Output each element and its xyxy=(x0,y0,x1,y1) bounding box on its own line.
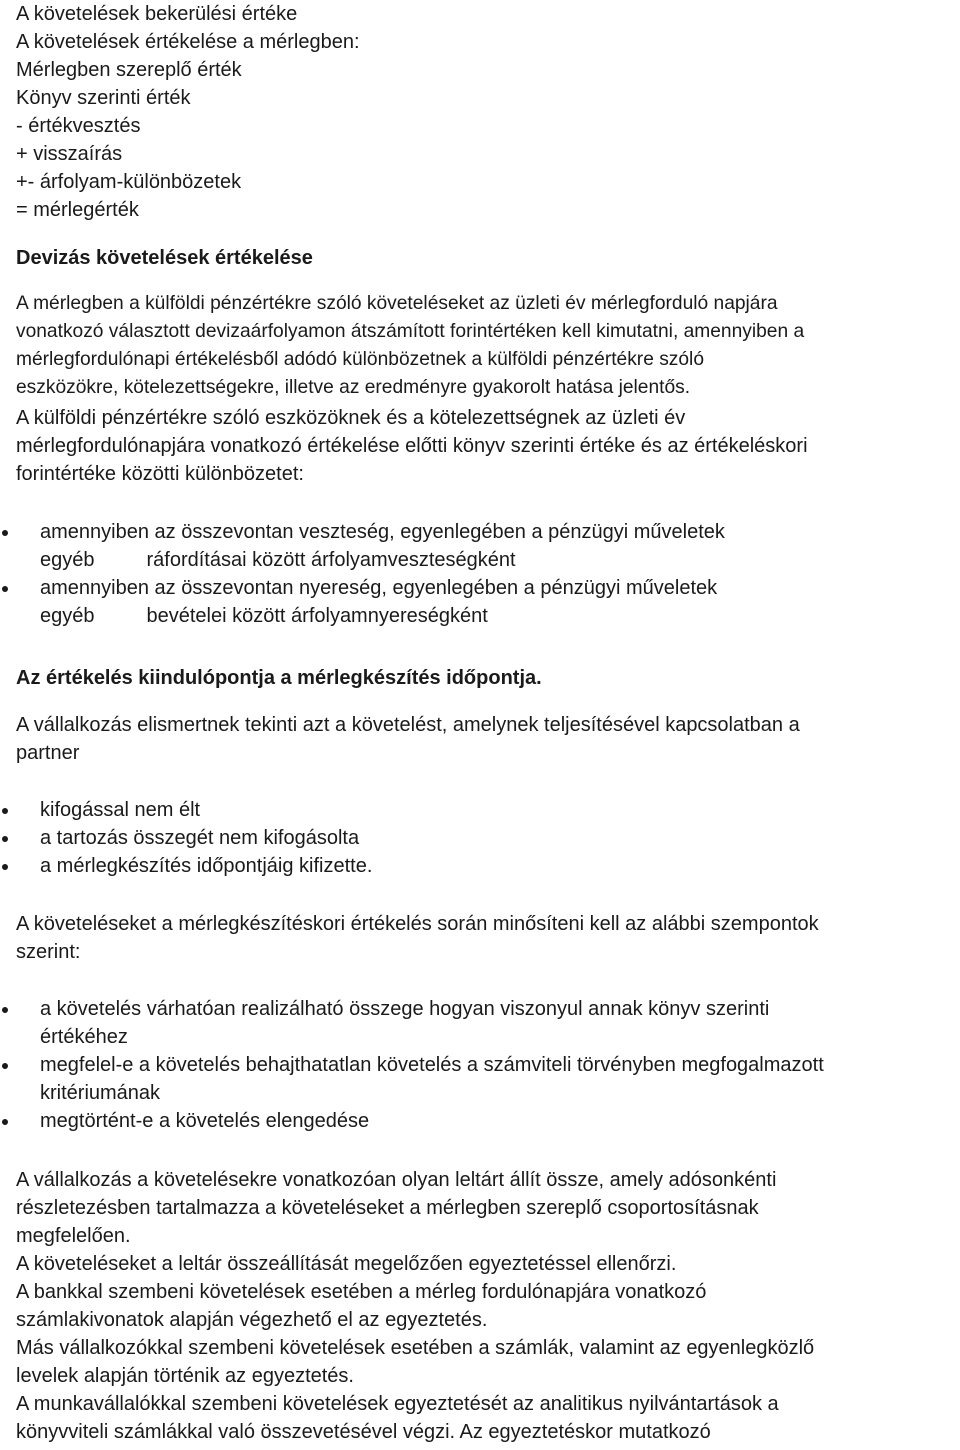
bullet-text-continued xyxy=(40,546,725,574)
bullet-text-continued xyxy=(40,602,725,630)
text-line: A vállalkozás a követelésekre vonatkozóan olyan leltárt állít össze, amely adósonkénti xyxy=(16,1169,777,1191)
bullet-text-continued: értékéhez xyxy=(40,1026,128,1048)
list-line: = mérlegérték xyxy=(16,199,139,221)
section-heading-kiindulopont: Az értékelés kiindulópontja a mérlegkészítés időpontja. xyxy=(16,667,542,689)
bullet-icon xyxy=(2,836,8,842)
paragraph-devizas-2 xyxy=(16,404,808,488)
bullet-text: amennyiben az összevontan nyereség, egyenlegében a pénzügyi műveletek xyxy=(40,577,718,599)
section-heading-devizas: Devizás követelések értékelése xyxy=(16,247,313,269)
text-line: mérlegfordulónapjára vonatkozó értékelése előtti könyv szerinti értéke és az értékeléskori xyxy=(16,435,808,457)
bullet-word: ráfordításai között árfolyamveszteségként xyxy=(146,549,516,571)
text-line: A követeléseket a mérlegkészítéskori értékelés során minősíteni kell az alábbi szempontok xyxy=(16,913,819,935)
bullet-text: a mérlegkészítés időpontjáig kifizette. xyxy=(40,855,373,877)
paragraph-minosites xyxy=(16,910,819,966)
bullet-text: amennyiben az összevontan veszteség, egyenlegében a pénzügyi műveletek xyxy=(40,521,725,543)
paragraph-leltar xyxy=(16,1166,814,1446)
bullet-word: bevételei között árfolyamnyereségként xyxy=(146,605,488,627)
list-item xyxy=(16,518,725,574)
bullet-text: megtörtént-e a követelés elengedése xyxy=(40,1110,370,1132)
text-line: könyvviteli számlákkal való összevetésével végzi. Az egyeztetéskor mutatkozó xyxy=(16,1421,711,1443)
text-line: A mérlegben a külföldi pénzértékre szóló követeléseket az üzleti év mérlegforduló napjára xyxy=(16,293,778,314)
bullet-icon xyxy=(2,808,8,814)
list-item xyxy=(16,796,372,824)
list-line: + visszaírás xyxy=(16,143,123,165)
criteria-bullets xyxy=(16,995,824,1135)
valuation-list xyxy=(16,0,360,224)
text-line: A bankkal szembeni követelések esetében a mérleg fordulónapjára vonatkozó xyxy=(16,1281,707,1303)
list-line: A követelések bekerülési értéke xyxy=(16,3,298,25)
list-line: +- árfolyam-különbözetek xyxy=(16,171,242,193)
bullet-icon xyxy=(2,586,8,592)
bullet-icon xyxy=(2,1063,8,1069)
text-line: szerint: xyxy=(16,941,81,963)
paragraph-kiindulopont xyxy=(16,711,800,767)
text-line: eszközökre, kötelezettségekre, illetve az eredményre gyakorolt hatása jelentős. xyxy=(16,377,691,398)
bullet-word: egyéb xyxy=(40,605,95,627)
text-line: levelek alapján történik az egyeztetés. xyxy=(16,1365,354,1387)
bullet-word: egyéb xyxy=(40,549,95,571)
list-line: Mérlegben szereplő érték xyxy=(16,59,242,81)
bullet-text: kifogással nem élt xyxy=(40,799,201,821)
list-line: A követelések értékelése a mérlegben: xyxy=(16,31,360,53)
text-line: megfelelően. xyxy=(16,1225,131,1247)
list-item xyxy=(16,824,372,852)
text-line: számlakivonatok alapján végezhető el az egyeztetés. xyxy=(16,1309,488,1331)
text-line: részletezésben tartalmazza a követeléseket a mérlegben szereplő csoportosításnak xyxy=(16,1197,759,1219)
text-line: partner xyxy=(16,742,80,764)
text-line: A követeléseket a leltár összeállítását megelőzően egyeztetéssel ellenőrzi. xyxy=(16,1253,677,1275)
bullet-icon xyxy=(2,1007,8,1013)
difference-bullets xyxy=(16,518,725,630)
bullet-icon xyxy=(2,530,8,536)
list-item xyxy=(16,1051,824,1107)
acceptance-bullets xyxy=(16,796,372,880)
bullet-icon xyxy=(2,1119,8,1125)
paragraph-devizas-1 xyxy=(16,290,804,402)
list-item xyxy=(16,574,725,630)
text-line: A munkavállalókkal szembeni követelések egyeztetését az analitikus nyilvántartások a xyxy=(16,1393,779,1415)
list-item xyxy=(16,1107,824,1135)
list-item xyxy=(16,852,372,880)
text-line: Más vállalkozókkal szembeni követelések esetében a számlák, valamint az egyenlegközlő xyxy=(16,1337,815,1359)
list-item xyxy=(16,995,824,1051)
bullet-text-continued: kritériumának xyxy=(40,1082,161,1104)
text-line: vonatkozó választott devizaárfolyamon átszámított forintértéken kell kimutatni, amennyiben a xyxy=(16,321,805,342)
text-line: forintértéke közötti különbözetet: xyxy=(16,463,304,485)
bullet-text: a tartozás összegét nem kifogásolta xyxy=(40,827,360,849)
text-line: A vállalkozás elismertnek tekinti azt a követelést, amelynek teljesítésével kapcsolatban a xyxy=(16,714,800,736)
list-line: - értékvesztés xyxy=(16,115,141,137)
text-line: mérlegfordulónapi értékelésből adódó különbözetnek a külföldi pénzértékre szóló xyxy=(16,349,704,370)
bullet-icon xyxy=(2,864,8,870)
bullet-text: megfelel-e a követelés behajthatatlan követelés a számviteli törvényben megfogalmazott xyxy=(40,1054,824,1076)
bullet-text: a követelés várhatóan realizálható összege hogyan viszonyul annak könyv szerinti xyxy=(40,998,770,1020)
list-line: Könyv szerinti érték xyxy=(16,87,191,109)
text-line: A külföldi pénzértékre szóló eszközöknek és a kötelezettségnek az üzleti év xyxy=(16,407,686,429)
